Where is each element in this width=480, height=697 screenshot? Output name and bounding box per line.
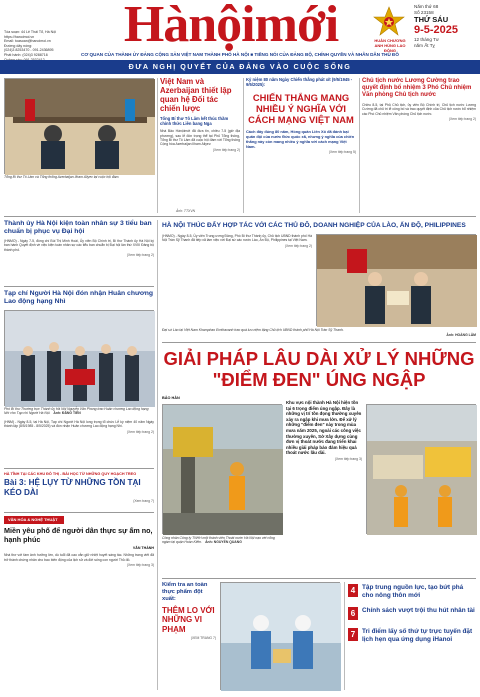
index-item[interactable] xyxy=(348,628,476,643)
story-cooperation-more[interactable]: (Xem tiếp trang 2) xyxy=(284,243,312,248)
story-victory[interactable] xyxy=(246,78,356,154)
flood-photo-caption xyxy=(162,536,282,544)
story-cooperation-text xyxy=(162,234,312,248)
column-divider xyxy=(359,78,360,213)
story-medal-headline[interactable]: Tạp chí Người Hà Nội đón nhận Huân chương Lao động hạng Nhì xyxy=(4,290,154,305)
story-party-committee-headline[interactable]: Thành ủy Hà Nội kiện toàn nhân sự 3 tiểu ban chuẩn bị phục vụ Đại hội xyxy=(4,220,152,235)
section-divider xyxy=(162,578,476,579)
slogan-banner: ĐƯA NGHỊ QUYẾT CỦA ĐẢNG VÀO CUỘC SỐNG xyxy=(0,60,480,74)
cooperation-photo-caption xyxy=(162,328,476,332)
index-item[interactable] xyxy=(348,607,476,620)
flood-photo-caption-text: Công nhân Công ty TNHH một thành viên Thoát nước Hà Nội nạo vét cống ngầm tại quận Hoàn Kiếm. xyxy=(162,536,275,545)
cooperation-photo[interactable] xyxy=(316,234,476,326)
medal-caption-line-2: ANH HÙNG LAO ĐỘNG xyxy=(374,43,406,53)
cooperation-photo-illustration xyxy=(317,235,477,327)
medal-photo-credit: Ảnh: ĐĂNG TIẾN xyxy=(53,411,81,416)
story-medal[interactable] xyxy=(4,290,154,306)
flood-photo-credit: Ảnh: NGUYỄN QUANG xyxy=(205,540,242,545)
flood-pipe-illustration xyxy=(367,405,477,535)
inside-index xyxy=(348,584,476,643)
story-azerbaijan-body: Nhà Bảo Hànộimới đã đưa tin, chiều 7-5 (giờ địa phương), sau lễ đón trọng thể tại Phủ Tổng thống, Tổng Bí thư Tô Lâm đã cuộc hội đàm với Tổng thống Cộng hòa Azerbaijan Ilham Aliyev. xyxy=(160,129,240,147)
story-lesson-more[interactable]: (Xem trang 7) xyxy=(133,498,154,503)
index-page-number: 7 xyxy=(348,628,358,641)
hotline-label: Đường dây nóng: xyxy=(4,43,33,48)
column-divider xyxy=(157,220,158,690)
story-flood-lead-block xyxy=(286,400,362,461)
story-culture-body: Nhà thơ với tầm ảnh hưởng lớn, dù tuổi đã cao vẫn giữ nhiệt huyết sáng tác. Những trang viết đã trở thành chứng nhân cho bao biến động của lịch sử và đời sống con người Thủ đô. xyxy=(4,553,154,562)
cooperation-photo-caption-text: Đại sứ Lào tại Việt Nam Khamphao Ernthavanh trao quà lưu niệm tặng Chủ tịch UBND thành phố Hà Nội Trần Sỹ Thanh. xyxy=(162,328,344,332)
story-medal-body-block xyxy=(4,420,154,434)
index-title[interactable]: Chính sách vượt trội thu hút nhân tài xyxy=(362,607,475,615)
story-victory-kicker: Kỷ niệm 80 năm Ngày Chiến thắng phát xít (9/5/1945 - 9/5/2025): xyxy=(246,77,353,87)
story-flood-author: BẢO HÂN xyxy=(162,396,180,400)
newspaper-logo[interactable]: Hànộimới xyxy=(123,0,339,53)
section-divider xyxy=(4,512,154,513)
cooperation-photo-credit: Ảnh: HOÀNG LÂM xyxy=(446,333,476,337)
hotline-number: (024)3 8253470 - 091.2436895 xyxy=(4,48,54,53)
story-culture[interactable] xyxy=(4,516,154,567)
story-food-safety-more[interactable]: (XEM TRANG 7) xyxy=(190,636,216,641)
story-food-safety-headline[interactable]: Kiểm tra an toàn thực phẩm đột xuất: xyxy=(162,582,208,602)
index-page-number: 6 xyxy=(348,607,358,620)
section-divider xyxy=(4,468,154,469)
section-divider xyxy=(4,286,154,287)
index-title[interactable]: Tri điểm lấy số thứ tự trực tuyến đặt lịch hẹn qua ứng dụng iHanoi xyxy=(362,628,473,643)
story-culture-more[interactable]: (Xem tiếp trang 3) xyxy=(126,562,154,567)
lunar-day: 12 tháng Tư xyxy=(414,37,439,43)
issue-year: Năm thứ 68 xyxy=(414,4,439,9)
summit-photo-illustration xyxy=(5,79,155,175)
story-culture-author: VĂN THÀNH xyxy=(132,546,154,551)
story-flood-more[interactable]: (Xem tiếp trang 3) xyxy=(334,456,362,461)
medal-ceremony-illustration xyxy=(5,311,155,407)
lunar-year: năm Ất Tỵ xyxy=(414,42,435,48)
summit-photo[interactable] xyxy=(4,78,154,174)
story-office-more[interactable]: (Xem tiếp trang 2) xyxy=(448,116,476,121)
story-azerbaijan-source: Ảnh: TTXVN xyxy=(176,209,196,213)
office-address: Tòa soạn: 44 Lê Thái Tổ, Hà Nội xyxy=(4,30,57,34)
story-medal-more[interactable]: (Xem tiếp trang 2) xyxy=(126,429,154,434)
story-party-committee-more[interactable]: (Xem tiếp trang 2) xyxy=(126,252,154,257)
story-azerbaijan-more[interactable]: (Xem tiếp trang 2) xyxy=(212,147,240,152)
summit-photo-caption: Tổng Bí thư Tô Lâm và Tổng thống Azerbaijan Ilham Aliyev tại cuộc hội đàm. xyxy=(4,175,120,179)
distribution-phone: Phát hành: (024)3 9288716 xyxy=(4,52,48,57)
column-divider xyxy=(344,582,345,690)
story-party-committee-body: (HNMO) - Ngày 7-5, đồng chí Bùi Thị Minh Hoài, Ủy viên Bộ Chính trị, Bí thư Thành ủy Hà Nội ký ban hành Quyết định về việc kiện toàn nhân sự các tiểu ban chuẩn bị Đại hội lần thứ XVIII Đảng bộ thành phố. xyxy=(4,239,154,252)
column-divider xyxy=(243,78,244,213)
story-lesson-headline[interactable]: Bài 3: HỆ LỤY TỪ NHỮNG TỒN TẠI KÉO DÀI xyxy=(4,478,141,497)
medal-photo-caption xyxy=(4,407,154,415)
medal-caption-line-1: HUÂN CHƯƠNG xyxy=(374,38,406,43)
story-cooperation-body: (HNMO) - Ngày 8-5, Ủy viên Trung ương Đảng, Phó Bí thư Thành ủy, Chủ tịch UBND thành phố Hà Nội Trần Sỹ Thanh đã tiếp xã làm việc với Đại sứ các nước Lào, Ấn Độ, Philippines tại Việt Nam. xyxy=(162,234,312,243)
flood-drainage-illustration xyxy=(163,405,283,535)
story-lesson-kicker: HÀ TĨNH TẠI CÁC KHU ĐÔ THỊ - BÀI HỌC TỪ NHỮNG QUY HOẠCH TREO xyxy=(4,472,137,476)
issue-info xyxy=(414,4,478,48)
story-food-safety[interactable] xyxy=(162,582,216,640)
website-link[interactable]: https://hanoimoi.vn xyxy=(4,34,35,39)
food-safety-photo[interactable] xyxy=(220,582,340,690)
index-page-number: 4 xyxy=(348,584,358,597)
issue-number: Số 23158 xyxy=(414,9,434,15)
story-culture-kicker: VĂN HÓA & NGHỆ THUẬT xyxy=(4,516,64,524)
publisher-tagline: CƠ QUAN CỦA THÀNH ỦY ĐẢNG CỘNG SẢN VIỆT NAM THÀNH PHỐ HÀ NỘI ■ TIẾNG NÓI CỦA ĐẢNG BỘ, CHÍNH QUYỀN VÀ NHÂN DÂN THỦ ĐÔ xyxy=(81,52,399,57)
story-victory-lead: Cách đây đúng 80 năm, Hồng quân Liên Xô đã đánh bại quân đội của nước Đức quốc xã, nhưng ý nghĩa của chiến thắng này còn mang nhiều ý nghĩa với cách mạng Việt Nam. xyxy=(246,128,355,149)
flood-pipe-photo[interactable] xyxy=(366,404,476,534)
story-office-headline[interactable]: Chủ tịch nước Lương Cường trao quyết định bổ nhiệm 3 Phó Chủ nhiệm Văn phòng Chủ tịch nước xyxy=(362,78,472,98)
story-azerbaijan-lead: Tổng Bí thư Tô Lâm kết thúc thăm chính thức Liên bang Nga xyxy=(160,115,229,126)
story-culture-headline[interactable]: Miền yêu phố để người dân thực sự ấm no, hạnh phúc xyxy=(4,526,153,544)
story-victory-headline[interactable]: CHIẾN THẮNG MANG NHIỀU Ý NGHĨA VỚI CÁCH MẠNG VIỆT NAM xyxy=(248,91,354,125)
story-medal-body: (HNM) - Ngày 8-5, tại Hà Nội, Tạp chí Người Hà Nội long trọng tổ chức Lễ kỷ niệm 40 năm Ngày thành lập (8/5/1985 - 8/5/2025) và đón nhận Huân chương Lao động hạng Nhì. xyxy=(4,420,154,429)
story-cooperation[interactable] xyxy=(162,222,476,230)
story-lesson[interactable] xyxy=(4,472,154,503)
story-food-safety-subhead[interactable]: THÊM LO VỚI NHỮNG VI PHẠM xyxy=(162,606,215,634)
issue-date: 9-5-2025 xyxy=(414,24,459,37)
story-party-committee[interactable] xyxy=(4,220,154,257)
story-flood-lead: Khu vực nội thành Hà Nội hiện tồn tại 6 trọng điểm úng ngập. Đây là những vị trí tồn đọng thường xuyên xảy ra ngập khi mưa lớn. Để xử lý những "điểm đen" này trong mùa mưa năm 2025, ngoài các công việc thường xuyên, Sở Xây dựng cùng đơn vị thoát nước đang triển khai nhiều giải pháp bảo đảm hiệu quả thoát nước lâu dài. xyxy=(286,400,362,456)
flood-drainage-photo[interactable] xyxy=(162,404,282,534)
section-divider xyxy=(162,342,476,343)
story-flood-headline[interactable]: GIẢI PHÁP LÂU DÀI XỬ LÝ NHỮNG "ĐIỂM ĐEN" ÚNG NGẬP xyxy=(163,348,475,390)
story-office[interactable] xyxy=(362,78,476,121)
issue-weekday: THỨ SÁU xyxy=(414,15,449,25)
story-office-body: Chiều 8-5, tại Phủ Chủ tịch, ủy viên Bộ Chính trị, Chủ tịch nước Lương Cường đã chủ trì lễ công bố và trao quyết định của Chủ tịch nước bổ nhiệm các Phó Chủ nhiệm Văn phòng Chủ tịch nước. xyxy=(362,103,476,116)
story-victory-more[interactable]: (Xem tiếp trang 5) xyxy=(328,149,356,154)
medal-photo-caption-text: Phó Bí thư Thường trực Thành ủy Hà Nội Nguyễn Văn Phong trao Huân chương Lao động hạng Nhì cho Tạp chí Người Hà Nội. xyxy=(4,407,149,416)
section-divider xyxy=(4,216,476,217)
story-azerbaijan-headline[interactable]: Việt Nam và Azerbaijan thiết lập quan hệ Đối tác chiến lược xyxy=(160,77,232,113)
email-link[interactable]: Email: toasoan@hanoimoi.vn xyxy=(4,39,51,44)
story-cooperation-headline[interactable]: HÀ NỘI THÚC ĐẨY HỢP TÁC VỚI CÁC THỦ ĐÔ, DOANH NGHIỆP CỦA LÀO, ẤN ĐỘ, PHILIPPINES xyxy=(162,222,466,229)
index-title[interactable]: Tập trung nguồn lực, tạo bứt phá cho nông thôn mới xyxy=(362,584,464,599)
food-safety-illustration xyxy=(221,583,341,691)
story-azerbaijan[interactable] xyxy=(160,78,240,152)
medal-ceremony-photo[interactable] xyxy=(4,310,154,406)
labor-hero-medal-icon xyxy=(373,6,405,38)
index-item[interactable] xyxy=(348,584,476,599)
column-divider xyxy=(157,78,158,213)
